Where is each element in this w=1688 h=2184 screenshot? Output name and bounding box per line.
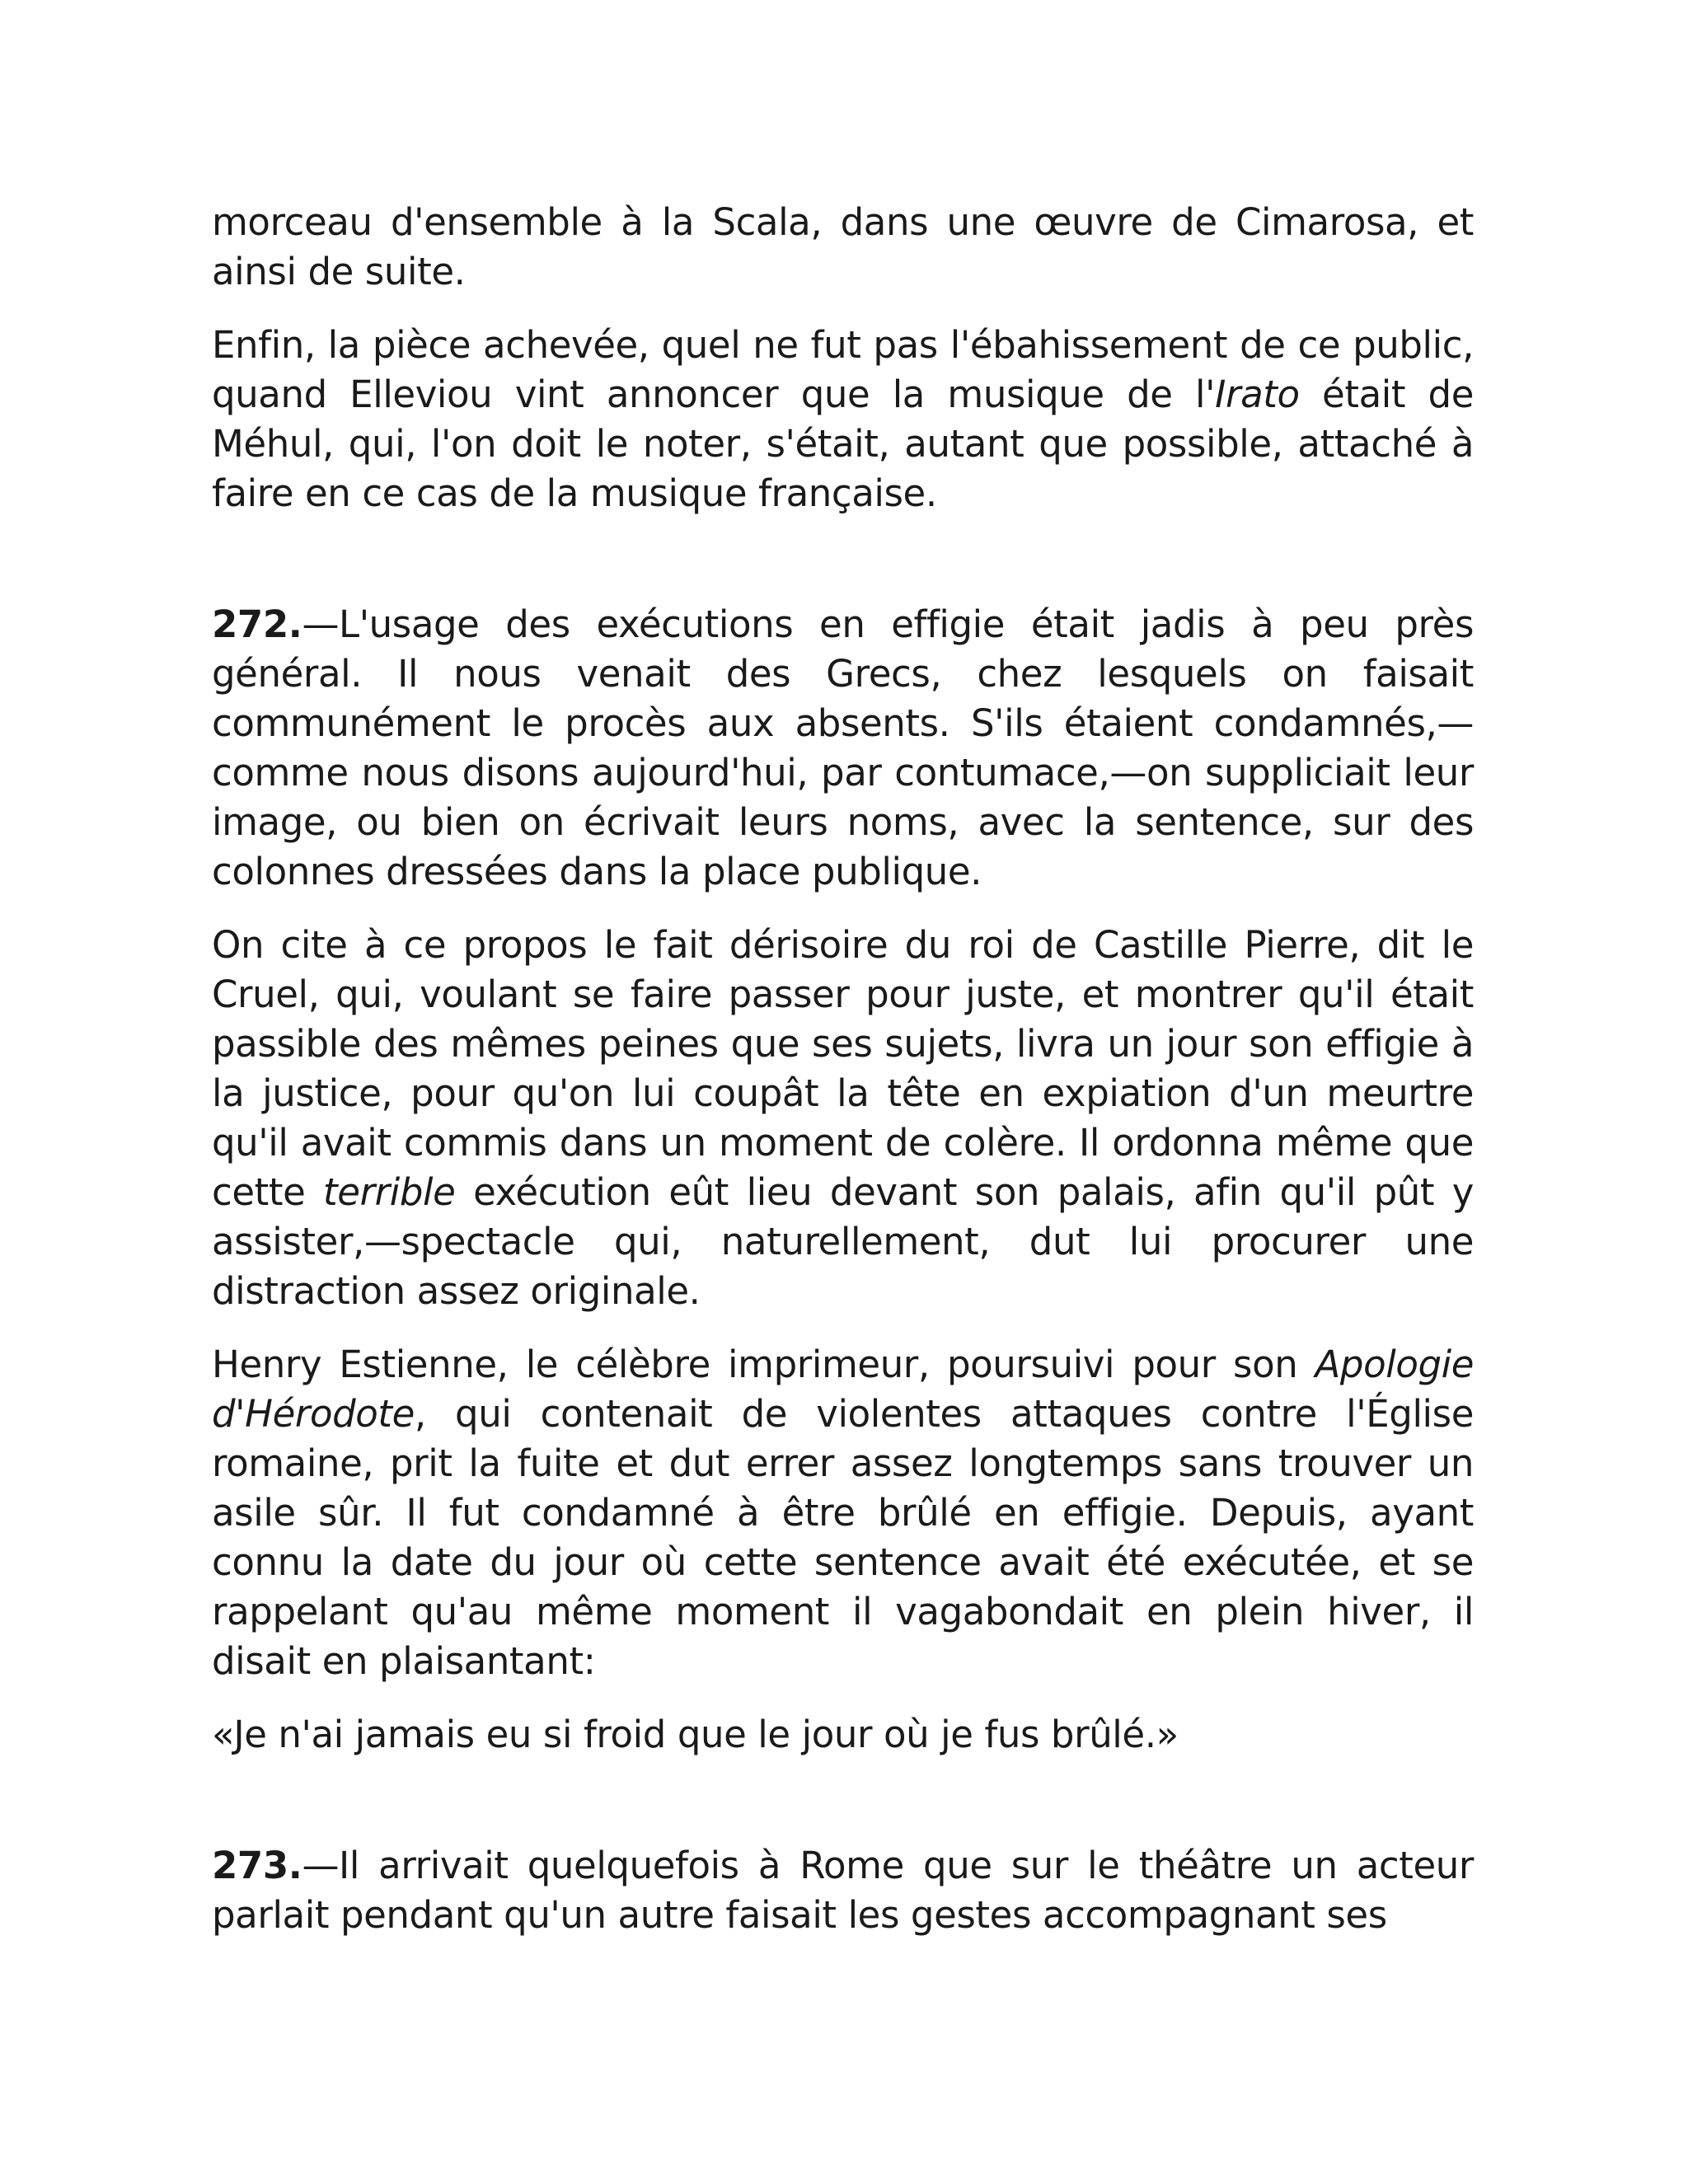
italic-word: terrible: [323, 1170, 456, 1214]
quote-text: «Je n'ai jamais eu si froid que le jour où je fus brûlé.»: [212, 1713, 1179, 1756]
section-gap: [212, 1783, 1474, 1841]
paragraph-text: Henry Estienne, le célèbre imprimeur, poursuivi pour son: [212, 1343, 1315, 1386]
paragraph-text: morceau d'ensemble à la Scala, dans une œuvre de Cimarosa, et ainsi de suite.: [212, 200, 1474, 293]
entry-number: 273.: [212, 1844, 302, 1887]
paragraph: [212, 600, 1474, 897]
italic-title: Apologie d'Hérodote: [212, 1343, 1474, 1436]
paragraph-text: On cite à ce propos le fait dérisoire du roi de Castille Pierre, dit le Cruel, qui, voulant se faire passer pour juste, et montrer qu'il était passible des mêmes peines que ses sujets, livra un jour son effigie à la justice, pour qu'on lui coupât la tête en expiation d'un meurtre qu'il avait commis dans un moment de colère. Il ordonna même que cette: [212, 923, 1474, 1214]
document-page: [212, 198, 1474, 1964]
paragraph: [212, 1340, 1474, 1686]
paragraph-text: exécution eût lieu devant son palais, afin qu'il pût y assister,—spectacle qui, naturellement, dut lui procurer une distraction assez originale.: [212, 1170, 1474, 1313]
paragraph: [212, 321, 1474, 518]
paragraph: [212, 198, 1474, 297]
paragraph: [212, 921, 1474, 1316]
paragraph-text: , qui contenait de violentes attaques contre l'Église romaine, prit la fuite et dut errer assez longtemps sans trouver un asile sûr. Il fut condamné à être brûlé en effigie. Depuis, ayant connu la date du jour où cette sentence avait été exécutée, et se rappelant qu'au même moment il vagabondait en plein hiver, il disait en plaisantant:: [212, 1392, 1474, 1683]
section-gap: [212, 542, 1474, 600]
paragraph-text: —L'usage des exécutions en effigie était jadis à peu près général. Il nous venait des Grecs, chez lesquels on faisait communément le procès aux absents. S'ils étaient condamnés,—comme nous disons aujourd'hui, par contumace,—on suppliciait leur image, ou bien on écrivait leurs noms, avec la sentence, sur des colonnes dressées dans la place publique.: [212, 602, 1474, 893]
paragraph-text: Enfin, la pièce achevée, quel ne fut pas l'ébahissement de ce public, quand Elleviou vint annoncer que la musique de l': [212, 323, 1474, 416]
italic-title: Irato: [1215, 373, 1300, 416]
entry-number: 272.: [212, 602, 302, 646]
paragraph-text: —Il arrivait quelquefois à Rome que sur le théâtre un acteur parlait pendant qu'un autre faisait les gestes accompagnant ses: [212, 1844, 1474, 1937]
quote-paragraph: [212, 1710, 1474, 1760]
paragraph-text: était de Méhul, qui, l'on doit le noter, s'était, autant que possible, attaché à faire en ce cas de la musique française.: [212, 373, 1475, 515]
paragraph: [212, 1841, 1474, 1940]
